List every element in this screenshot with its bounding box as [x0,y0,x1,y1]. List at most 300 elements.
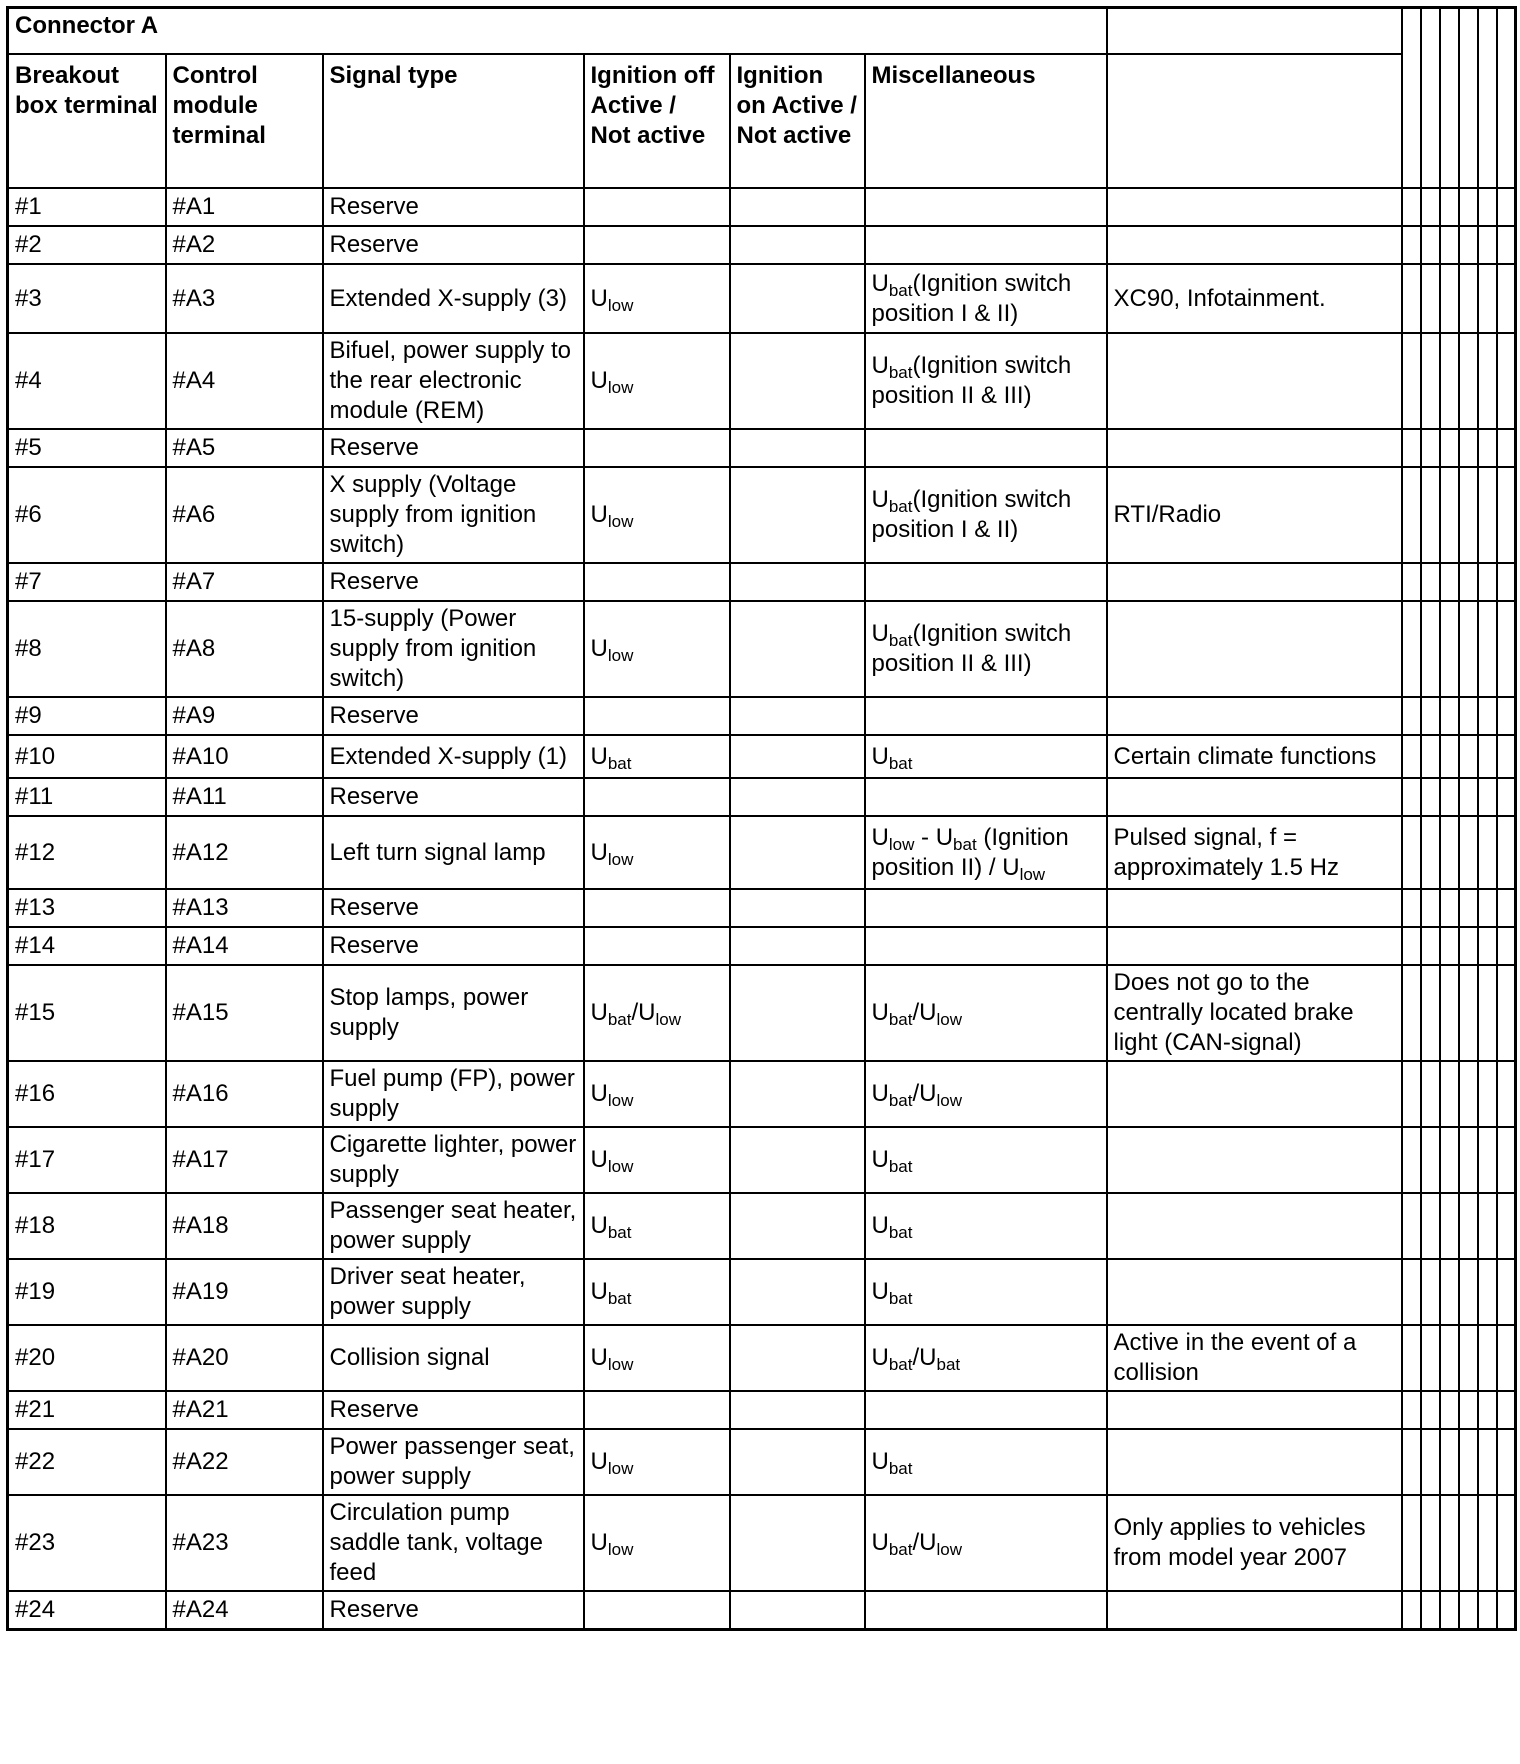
extra-column-cell [1478,264,1497,333]
extra-column-cell [1402,1193,1421,1259]
extra-column-cell [1478,1429,1497,1495]
signal-type: Collision signal [323,1325,584,1391]
header-miscellaneous: Miscellaneous [865,54,1107,188]
extra-column-cell [1402,735,1421,778]
extra-column-cell [1402,333,1421,429]
table-row [8,1127,1516,1193]
miscellaneous-value: $U_{bat}(Ignition$ switch position II & III) [865,601,1107,697]
control-module-terminal: #A13 [166,889,323,927]
ignition-on-value [730,1127,865,1193]
control-module-terminal: #A6 [166,467,323,563]
miscellaneous-value: $U_{bat}(Ignition$ switch position II & III) [865,333,1107,429]
connector-a-table [6,6,1517,1631]
miscellaneous-value: $U_{bat}(Ignition$ switch position I & II) [865,264,1107,333]
breakout-box-terminal: #9 [8,697,166,735]
ignition-on-value [730,188,865,226]
signal-type: 15-supply (Power supply from ignition switch) [323,601,584,697]
ignition-on-value [730,1259,865,1325]
miscellaneous-value [865,226,1107,264]
note-value [1107,778,1402,816]
extra-column-cell [1421,1127,1440,1193]
ignition-off-value: $U_{low}$ [584,601,730,697]
extra-column-cell [1402,1495,1421,1591]
extra-column-cell [1497,1193,1516,1259]
ignition-on-value [730,264,865,333]
miscellaneous-value: $U_{bat}$ [865,1127,1107,1193]
table-row [8,601,1516,697]
extra-column-cell [1478,1193,1497,1259]
extra-column-cell [1459,467,1478,563]
breakout-box-terminal: #12 [8,816,166,889]
breakout-box-terminal: #21 [8,1391,166,1429]
signal-type: Reserve [323,429,584,467]
extra-column-cell [1421,1429,1440,1495]
signal-type: Reserve [323,927,584,965]
table-row [8,1325,1516,1391]
note-value [1107,601,1402,697]
ignition-off-value: $U_{low}$ [584,1429,730,1495]
extra-column-cell [1440,965,1459,1061]
extra-column-cell [1497,1325,1516,1391]
ignition-on-value [730,429,865,467]
ignition-on-value [730,1429,865,1495]
extra-column-cell [1478,1061,1497,1127]
ignition-off-value: $U_{low}$ [584,333,730,429]
signal-type: Reserve [323,889,584,927]
note-value [1107,1061,1402,1127]
breakout-box-terminal: #17 [8,1127,166,1193]
extra-column-cell [1402,1127,1421,1193]
breakout-box-terminal: #14 [8,927,166,965]
breakout-box-terminal: #15 [8,965,166,1061]
extra-column-cell [1459,429,1478,467]
control-module-terminal: #A7 [166,563,323,601]
note-value: XC90, Infotainment. [1107,264,1402,333]
extra-column-cell [1459,1495,1478,1591]
miscellaneous-value: $U_{bat}$ [865,735,1107,778]
miscellaneous-value: $U_{bat}/U_{bat}$ [865,1325,1107,1391]
signal-type: Extended X-supply (3) [323,264,584,333]
control-module-terminal: #A10 [166,735,323,778]
ignition-off-value: $U_{low}$ [584,467,730,563]
extra-column-cell [1497,226,1516,264]
miscellaneous-value [865,563,1107,601]
ignition-on-value [730,333,865,429]
extra-column-cell [1440,1325,1459,1391]
extra-column-cell [1497,735,1516,778]
miscellaneous-value: $U_{bat}/U_{low}$ [865,965,1107,1061]
ignition-off-value: $U_{low}$ [584,1325,730,1391]
extra-column-cell [1497,1127,1516,1193]
breakout-box-terminal: #1 [8,188,166,226]
ignition-off-value: $U_{bat}$ [584,1259,730,1325]
extra-column-cell [1478,1259,1497,1325]
breakout-box-terminal: #24 [8,1591,166,1629]
extra-column-cell [1421,1061,1440,1127]
note-value [1107,1391,1402,1429]
breakout-box-terminal: #3 [8,264,166,333]
extra-column-cell [1440,735,1459,778]
table-row [8,1591,1516,1629]
extra-column-cell [1402,927,1421,965]
extra-column-cell [1478,188,1497,226]
breakout-box-terminal: #16 [8,1061,166,1127]
extra-column-cell [1459,1061,1478,1127]
extra-column-cell [1402,1429,1421,1495]
extra-column-cell [1459,226,1478,264]
extra-column-cell [1478,889,1497,927]
extra-column-cell [1402,1591,1421,1629]
ignition-on-value [730,226,865,264]
extra-column-cell [1402,816,1421,889]
extra-column-cell [1497,429,1516,467]
extra-column-cell [1497,467,1516,563]
note-value: Pulsed signal, f = approximately 1.5 Hz [1107,816,1402,889]
control-module-terminal: #A20 [166,1325,323,1391]
extra-column-cell [1497,889,1516,927]
table-row [8,264,1516,333]
table-row [8,697,1516,735]
extra-column-cell [1421,264,1440,333]
note-value [1107,1591,1402,1629]
extra-column-cell [1459,1325,1478,1391]
miscellaneous-value: $U_{bat}/U_{low}$ [865,1061,1107,1127]
note-value [1107,927,1402,965]
table-row [8,563,1516,601]
control-module-terminal: #A1 [166,188,323,226]
extra-column-cell [1440,226,1459,264]
extra-column-cell [1421,816,1440,889]
note-value [1107,889,1402,927]
note-value [1107,226,1402,264]
extra-column-cell [1459,927,1478,965]
extra-column-cell [1440,563,1459,601]
control-module-terminal: #A5 [166,429,323,467]
table-row [8,1391,1516,1429]
control-module-terminal: #A18 [166,1193,323,1259]
miscellaneous-value: $U_{bat}(Ignition$ switch position I & II) [865,467,1107,563]
table-row [8,333,1516,429]
ignition-on-value [730,927,865,965]
extra-column-cell [1421,429,1440,467]
extra-column-cell [1459,816,1478,889]
ignition-on-value [730,816,865,889]
ignition-off-value: $U_{bat}$ [584,1193,730,1259]
miscellaneous-value [865,889,1107,927]
extra-column-cell [1497,188,1516,226]
signal-type: Circulation pump saddle tank, voltage feed [323,1495,584,1591]
ignition-off-value: $U_{bat}$ [584,735,730,778]
miscellaneous-value [865,697,1107,735]
breakout-box-terminal: #2 [8,226,166,264]
signal-type: Power passenger seat, power supply [323,1429,584,1495]
signal-type: Left turn signal lamp [323,816,584,889]
extra-column-cell [1402,1061,1421,1127]
extra-column-cell [1497,333,1516,429]
miscellaneous-value [865,188,1107,226]
extra-column-cell [1459,563,1478,601]
extra-column-cell [1421,601,1440,697]
note-value [1107,1127,1402,1193]
extra-column-cell [1497,816,1516,889]
extra-column-cell [1478,1325,1497,1391]
extra-column-cell [1421,735,1440,778]
ignition-off-value: $U_{low}$ [584,264,730,333]
ignition-on-value [730,601,865,697]
signal-type: Passenger seat heater, power supply [323,1193,584,1259]
extra-column-cell [1421,1259,1440,1325]
extra-column-cell [1402,467,1421,563]
extra-column-cell [1421,226,1440,264]
extra-column-cell [1421,889,1440,927]
extra-column-cell [1478,1591,1497,1629]
breakout-box-terminal: #22 [8,1429,166,1495]
extra-column-cell [1440,1193,1459,1259]
extra-column-cell [1440,778,1459,816]
extra-column-cell [1497,778,1516,816]
signal-type: Driver seat heater, power supply [323,1259,584,1325]
control-module-terminal: #A12 [166,816,323,889]
extra-column-cell [1478,965,1497,1061]
note-value: Only applies to vehicles from model year 2007 [1107,1495,1402,1591]
breakout-box-terminal: #6 [8,467,166,563]
extra-column-cell [1478,1495,1497,1591]
extra-column-cell [1478,1127,1497,1193]
extra-column-cell [1421,965,1440,1061]
extra-column-cell [1478,563,1497,601]
miscellaneous-value [865,778,1107,816]
breakout-box-terminal: #20 [8,1325,166,1391]
extra-column-cell [1497,1259,1516,1325]
signal-type: Reserve [323,1391,584,1429]
ignition-off-value [584,778,730,816]
extra-column-cell [1459,333,1478,429]
table-row [8,1495,1516,1591]
ignition-off-value [584,188,730,226]
signal-type: Extended X-supply (1) [323,735,584,778]
note-value [1107,188,1402,226]
table-row [8,1193,1516,1259]
header-ignition-on: Ignition on Active / Not active [730,54,865,188]
control-module-terminal: #A11 [166,778,323,816]
header-signal-type: Signal type [323,54,584,188]
extra-column-cell [1497,1591,1516,1629]
extra-column-cell [1440,1127,1459,1193]
table-row [8,1259,1516,1325]
header-blank [1107,8,1402,55]
extra-column-cell [1402,188,1421,226]
note-value [1107,563,1402,601]
control-module-terminal: #A8 [166,601,323,697]
extra-column-cell [1478,601,1497,697]
signal-type: Reserve [323,226,584,264]
extra-column-cell [1402,563,1421,601]
ignition-on-value [730,1193,865,1259]
extra-column-cell [1440,1591,1459,1629]
note-value [1107,1193,1402,1259]
ignition-off-value [584,1591,730,1629]
extra-column-cell [1440,697,1459,735]
signal-type: Stop lamps, power supply [323,965,584,1061]
ignition-on-value [730,1591,865,1629]
table-row [8,927,1516,965]
note-value [1107,333,1402,429]
signal-type: X supply (Voltage supply from ignition switch) [323,467,584,563]
ignition-off-value: $U_{low}$ [584,1061,730,1127]
extra-column-cell [1497,1495,1516,1591]
extra-column-cell [1459,264,1478,333]
extra-column-cell [1421,1495,1440,1591]
extra-column-cell [1402,264,1421,333]
note-value: Certain climate functions [1107,735,1402,778]
miscellaneous-value: $U_{bat}/U_{low}$ [865,1495,1107,1591]
table-row [8,188,1516,226]
extra-column-cell [1402,429,1421,467]
ignition-off-value [584,697,730,735]
note-value [1107,697,1402,735]
breakout-box-terminal: #4 [8,333,166,429]
table-title: Connector A [8,8,1107,55]
control-module-terminal: #A23 [166,1495,323,1591]
ignition-off-value [584,1391,730,1429]
extra-column-cell [1497,697,1516,735]
extra-column-cell [1478,697,1497,735]
signal-type: Fuel pump (FP), power supply [323,1061,584,1127]
breakout-box-terminal: #10 [8,735,166,778]
control-module-terminal: #A19 [166,1259,323,1325]
ignition-on-value [730,563,865,601]
breakout-box-terminal: #13 [8,889,166,927]
extra-column-cell [1478,816,1497,889]
extra-column-cell [1478,778,1497,816]
extra-column-cell [1478,226,1497,264]
control-module-terminal: #A17 [166,1127,323,1193]
extra-column-cell [1478,1391,1497,1429]
extra-column-cell [1402,965,1421,1061]
extra-column-cell [1440,1429,1459,1495]
extra-column-cell [1402,889,1421,927]
extra-column-cell [1497,1061,1516,1127]
extra-column-cell [1459,889,1478,927]
extra-column-cell [1421,467,1440,563]
extra-column-cell [1421,778,1440,816]
ignition-off-value [584,226,730,264]
control-module-terminal: #A4 [166,333,323,429]
extra-column-cell [1421,1193,1440,1259]
signal-type: Reserve [323,563,584,601]
ignition-on-value [730,1061,865,1127]
extra-column-cell [1478,333,1497,429]
signal-type: Cigarette lighter, power supply [323,1127,584,1193]
extra-column-cell [1459,697,1478,735]
extra-column-cell [1402,778,1421,816]
ignition-off-value [584,563,730,601]
header-control-module-terminal: Control module terminal [166,54,323,188]
extra-column-cell [1402,601,1421,697]
extra-column-cell [1459,778,1478,816]
header-breakout-box-terminal: Breakout box terminal [8,54,166,188]
table-row [8,467,1516,563]
ignition-on-value [730,467,865,563]
miscellaneous-value: $U_{bat}$ [865,1259,1107,1325]
miscellaneous-value [865,927,1107,965]
header-ignition-off: Ignition off Active / Not active [584,54,730,188]
extra-column-cell [1497,563,1516,601]
control-module-terminal: #A2 [166,226,323,264]
extra-column-cell [1402,1259,1421,1325]
extra-column-cell [1440,333,1459,429]
miscellaneous-value [865,1391,1107,1429]
ignition-on-value [730,889,865,927]
table-row [8,735,1516,778]
extra-column-cell [1440,889,1459,927]
extra-column-cell [1459,1429,1478,1495]
breakout-box-terminal: #11 [8,778,166,816]
breakout-box-terminal: #7 [8,563,166,601]
control-module-terminal: #A14 [166,927,323,965]
extra-column-cell [1421,563,1440,601]
connector-a-page [6,6,1517,1631]
extra-column-cell [1440,601,1459,697]
extra-column-cell [1421,1391,1440,1429]
note-value: Does not go to the centrally located brake light (CAN-signal) [1107,965,1402,1061]
miscellaneous-value: $U_{low} - U_{bat}$ (Ignition position $II) / U_{low}$ [865,816,1107,889]
ignition-on-value [730,1495,865,1591]
signal-type: Reserve [323,697,584,735]
signal-type: Bifuel, power supply to the rear electronic module (REM) [323,333,584,429]
ignition-off-value: $U_{bat}/U_{low}$ [584,965,730,1061]
ignition-on-value [730,697,865,735]
ignition-off-value [584,889,730,927]
extra-column-cell [1440,1495,1459,1591]
control-module-terminal: #A15 [166,965,323,1061]
control-module-terminal: #A3 [166,264,323,333]
header-notes [1107,54,1402,188]
extra-column-cell [1478,429,1497,467]
extra-column-cell [1421,333,1440,429]
extra-column-cell [1459,1259,1478,1325]
extra-column-cell [1459,188,1478,226]
extra-column-cell [1440,429,1459,467]
ignition-on-value [730,778,865,816]
breakout-box-terminal: #23 [8,1495,166,1591]
table-row [8,816,1516,889]
extra-column-cell [1497,601,1516,697]
extra-column-cell [1440,1259,1459,1325]
table-body [8,188,1516,1629]
table-row [8,1429,1516,1495]
note-value: RTI/Radio [1107,467,1402,563]
extra-column-cell [1497,1391,1516,1429]
miscellaneous-value: $U_{bat}$ [865,1193,1107,1259]
extra-column-cell [1440,467,1459,563]
ignition-off-value: $U_{low}$ [584,1495,730,1591]
extra-column-cell [1497,927,1516,965]
signal-type: Reserve [323,188,584,226]
control-module-terminal: #A9 [166,697,323,735]
extra-column-cell [1440,816,1459,889]
extra-column-cell [1497,1429,1516,1495]
miscellaneous-value [865,1591,1107,1629]
extra-column-cell [1478,735,1497,778]
extra-column-cell [1440,1391,1459,1429]
ignition-off-value: $U_{low}$ [584,1127,730,1193]
extra-column-cell [1440,264,1459,333]
extra-column-cell [1421,697,1440,735]
table-row [8,226,1516,264]
breakout-box-terminal: #5 [8,429,166,467]
extra-column-cell [1459,1391,1478,1429]
